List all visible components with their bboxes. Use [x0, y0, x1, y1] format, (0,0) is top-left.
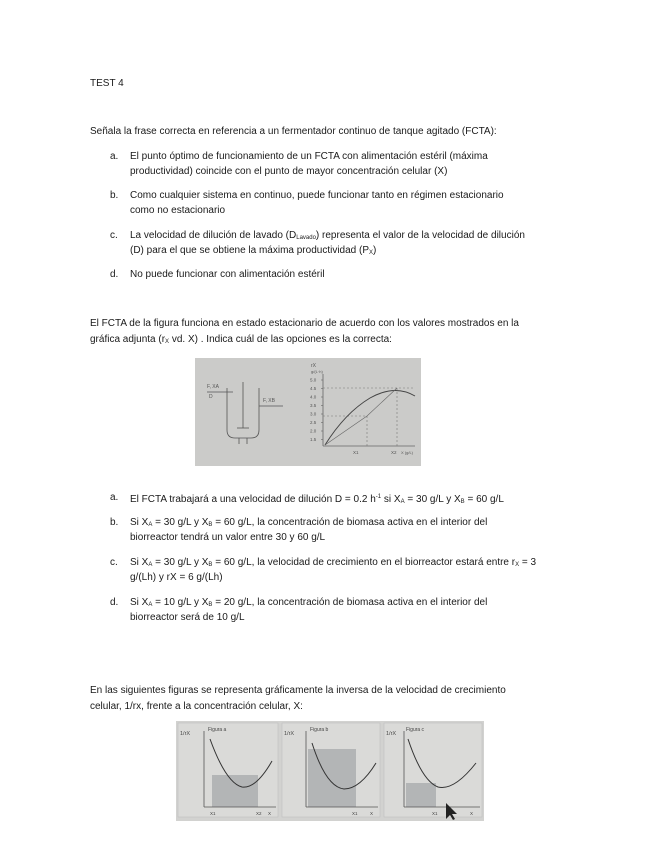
option-text-line2: g/(Lh) y rX = 6 g/(Lh)	[130, 572, 223, 583]
panel-a-ylabel: 1/rX	[180, 731, 191, 737]
q1-prompt: Señala la frase correcta en referencia a un fermentador continuo de tanque agitado (FCTA):	[90, 126, 497, 137]
y-tick-label: 1.5	[310, 437, 317, 442]
option-text-line2: como no estacionario	[130, 205, 226, 216]
option-letter: d.	[110, 269, 119, 280]
tank-label-outlet: F, XB	[263, 398, 275, 404]
panel-c-xtick-2: X	[470, 811, 474, 816]
option-letter: a.	[110, 492, 119, 503]
q3-figure	[176, 721, 484, 821]
y-axis-unit: g/(L·h)	[311, 369, 323, 374]
q2-prompt-line1: El FCTA de la figura funciona en estado estacionario de acuerdo con los valores mostrados en la	[90, 318, 519, 329]
panel-b-ylabel: 1/rX	[284, 731, 295, 737]
option-letter: b.	[110, 190, 119, 201]
option-text-line1: Como cualquier sistema en continuo, puede funcionar tanto en régimen estacionario	[130, 190, 504, 201]
y-tick-label: 2.0	[310, 428, 317, 434]
panel-c	[384, 723, 482, 817]
panel-b-title: Figura b	[310, 727, 329, 733]
q3-prompt-line2: celular, 1/rx, frente a la concentración celular, X:	[90, 701, 303, 712]
panel-a-xtick-2: X2	[256, 811, 262, 816]
option-text-line2: biorreactor será de 10 g/L	[130, 612, 245, 623]
panel-a	[178, 723, 278, 817]
option-text-line2: biorreactor tendrá un valor entre 30 y 60 g/L	[130, 532, 326, 543]
option-text-line1: Si $X_A = 30$ g/L y $X_B = 60$ g/L, la concentración de biomasa activa en el interior del	[130, 517, 488, 528]
q2-prompt-line2: gráfica adjunta ($r_X$ vd. X) . Indica cuál de las opciones es la correcta:	[90, 334, 392, 345]
panel-a-xtick-1: X1	[210, 811, 216, 816]
option-letter: d.	[110, 597, 119, 608]
panel-b-xtick-2: X	[370, 811, 374, 816]
option-letter: c.	[110, 230, 118, 241]
option-text-line1: Si $X_A = 30$ g/L y $X_B = 60$ g/L, la velocidad de crecimiento en el biorreactor estará entre $r_X = 3$	[130, 557, 537, 568]
panel-a-xtick-3: X	[268, 811, 272, 816]
y-tick-label: 5.0	[310, 377, 317, 383]
panel-c-ylabel: 1/rX	[386, 731, 397, 737]
x-axis-label: X (g/L)	[401, 450, 414, 455]
option-text-line1: El FCTA trabajará a una velocidad de dilución D = 0.2 $h^{-1}$ si $X_A = 30$ g/L y $X_B = 60$ g/L	[130, 494, 504, 505]
option-letter: b.	[110, 517, 119, 528]
option-text-line2: productividad) coincide con el punto de mayor concentración celular (X)	[130, 166, 448, 177]
x-tick-x2: X2	[391, 450, 397, 455]
q3-prompt-line1: En las siguientes figuras se representa gráficamente la inversa de la velocidad de crecimiento	[90, 685, 506, 696]
y-tick-label: 4.5	[310, 386, 317, 391]
x-tick-x1: X1	[353, 450, 359, 455]
test-title: TEST 4	[90, 78, 124, 89]
option-text-line1: El punto óptimo de funcionamiento de un FCTA con alimentación estéril (máxima	[130, 151, 488, 162]
option-text-line2: (D) para el que se obtiene la máxima productividad $(P_X)$	[130, 245, 377, 256]
y-axis-label: rX	[311, 363, 316, 369]
q2-figure-svg	[195, 358, 421, 466]
panel-b-xtick-1: X1	[352, 811, 358, 816]
panel-b	[282, 723, 380, 817]
q3-figure-svg	[176, 721, 484, 821]
panel-c-xtick-1: X1	[432, 811, 438, 816]
option-text-line1: Si $X_A = 10$ g/L y $X_B = 20$ g/L, la concentración de biomasa activa en el interior del	[130, 597, 488, 608]
panel-c-title: Figura c	[406, 727, 425, 733]
y-tick-label: 3.5	[310, 403, 317, 408]
y-tick-label: 4.0	[310, 394, 317, 400]
option-letter: c.	[110, 557, 118, 568]
tank-label-feed: F, XA	[207, 384, 219, 390]
option-letter: a.	[110, 151, 119, 162]
panel-a-title: Figura a	[208, 727, 227, 733]
y-tick-label: 3.0	[310, 411, 317, 417]
tank-label-dilution: D	[209, 394, 213, 400]
option-text-line1: No puede funcionar con alimentación estéril	[130, 269, 325, 280]
q2-figure	[195, 358, 421, 466]
y-tick-label: 2.5	[310, 420, 317, 425]
option-text-line1: La velocidad de dilución de lavado $(D_{Lavado})$ representa el valor de la velocidad de dilución	[130, 230, 525, 241]
